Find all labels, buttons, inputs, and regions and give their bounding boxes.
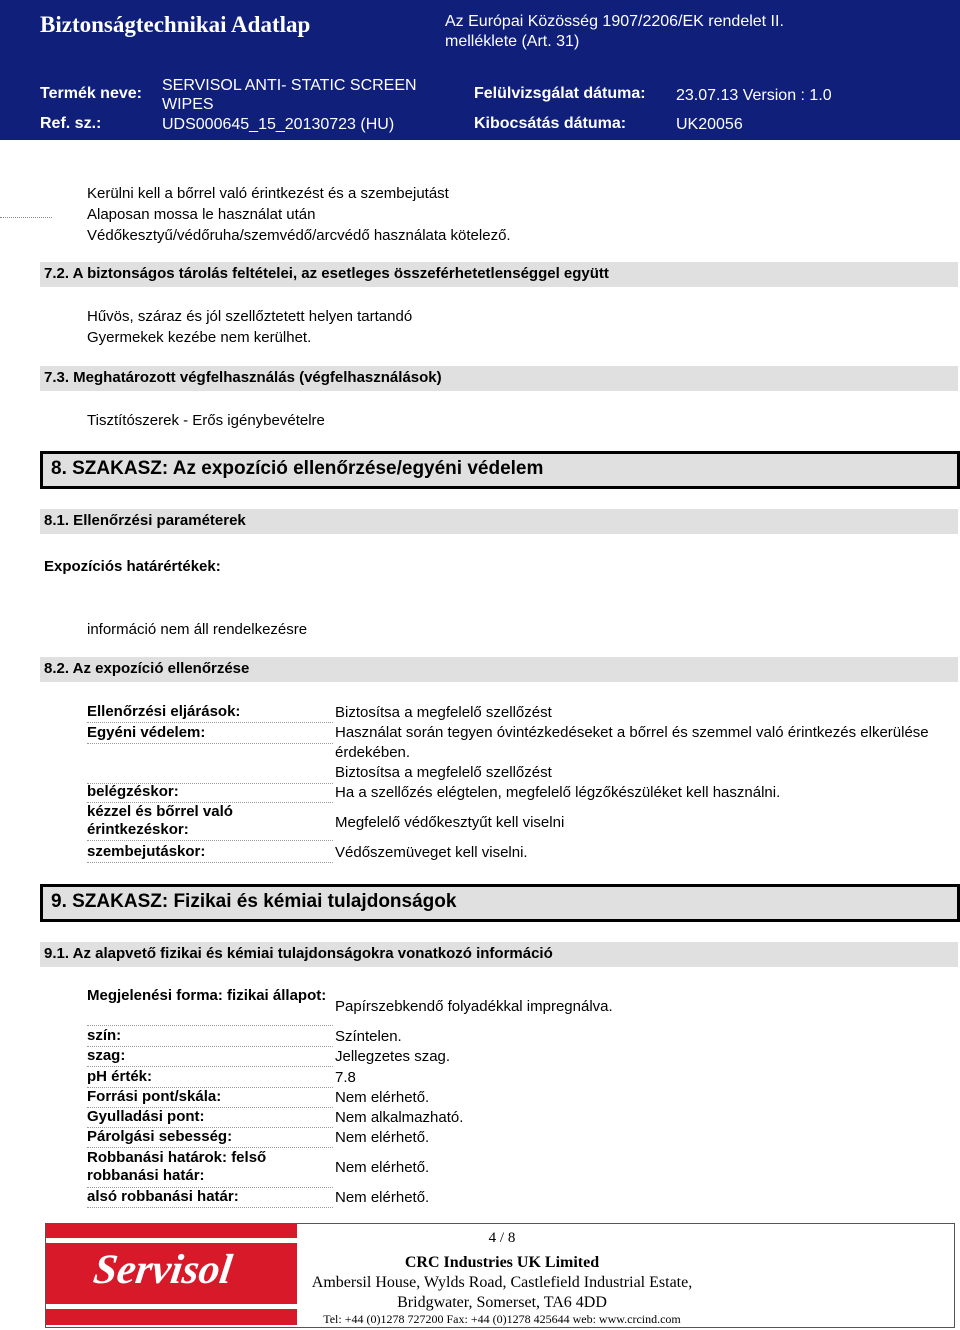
product-name-line-2: WIPES: [162, 96, 214, 113]
revision-date-value: 23.07.13 Version : 1.0: [676, 87, 832, 104]
subsection-7-2-heading: [40, 262, 958, 287]
flash-point-label: Gyulladási pont:: [87, 1108, 333, 1128]
upper-explosive-limit-value: Nem elérhető.: [335, 1159, 430, 1176]
colour-value: Színtelen.: [335, 1028, 402, 1045]
boiling-point-label: Forrási pont/skála:: [87, 1088, 333, 1108]
section-9-title: 9. SZAKASZ: Fizikai és kémiai tulajdonságok: [51, 891, 457, 912]
appearance-label: Megjelenési forma: fizikai állapot:: [87, 987, 333, 1026]
issue-date-value: UK20056: [676, 116, 743, 133]
personal-protection-value: Használat során tegyen óvintézkedéseket a bőrrel és szemmel való érintkezés elkerülése érdekében.: [335, 724, 929, 761]
boiling-point-value: Nem elérhető.: [335, 1089, 430, 1106]
handling-line-2: Alaposan mossa le használat után: [87, 206, 316, 223]
ventilation-value: Biztosítsa a megfelelő szellőzést: [335, 764, 552, 781]
logo-wordmark: Servisol: [90, 1247, 235, 1293]
skin-contact-value: Megfelelő védőkesztyűt kell viselni: [335, 814, 565, 831]
ventilation-label: [87, 765, 333, 784]
product-name-label: Termék neve:: [40, 85, 142, 102]
odour-label: szag:: [87, 1047, 333, 1067]
servisol-logo: [46, 1224, 297, 1325]
product-name: [162, 76, 417, 114]
subsection-8-2-heading: [40, 657, 958, 682]
company-name: CRC Industries UK Limited: [404, 1254, 600, 1271]
company-address-line-2: Bridgwater, Somerset, TA6 4DD: [397, 1294, 607, 1311]
eye-contact-value: Védőszemüveget kell viselni.: [335, 844, 528, 861]
evaporation-rate-value: Nem elérhető.: [335, 1129, 430, 1146]
eye-contact-label: szembejutáskor:: [87, 843, 333, 863]
ref-value: UDS000645_15_20130723 (HU): [162, 116, 395, 133]
evaporation-rate-label: Párolgási sebesség:: [87, 1128, 333, 1148]
product-name-line-1: SERVISOL ANTI- STATIC SCREEN: [162, 77, 417, 94]
exposure-limits-heading: Expozíciós határértékek:: [44, 558, 221, 575]
regulation-line-2: melléklete (Art. 31): [445, 33, 580, 50]
logo-stripe-top: [46, 1238, 297, 1243]
handling-line-1: Kerülni kell a bőrrel való érintkezést és a szembejutást: [87, 185, 449, 202]
exposure-limits-text: információ nem áll rendelkezésre: [87, 621, 308, 638]
section-8-header: [40, 451, 960, 489]
subsection-7-3-heading: [40, 366, 958, 391]
appearance-value: Papírszebkendő folyadékkal impregnálva.: [335, 998, 613, 1015]
colour-label: szín:: [87, 1027, 333, 1047]
subsection-7-2-title: 7.2. A biztonságos tárolás feltételei, az esetleges összeférhetetlenséggel együtt: [44, 265, 609, 282]
regulation-line-1: Az Európai Közösség 1907/2206/EK rendelet II.: [445, 13, 784, 30]
end-use-line-1: Tisztítószerek - Erős igénybevételre: [87, 412, 325, 429]
company-address-line-1: Ambersil House, Wylds Road, Castlefield Industrial Estate,: [311, 1274, 693, 1291]
lower-explosive-limit-label: alsó robbanási határ:: [87, 1188, 333, 1208]
subsection-8-1-heading: [40, 509, 958, 534]
inhalation-label: belégzéskor:: [87, 783, 333, 803]
ph-value: 7.8: [335, 1069, 356, 1086]
issue-date-label: Kibocsátás dátuma:: [474, 115, 627, 132]
handling-line-3: Védőkesztyű/védőruha/szemvédő/arcvédő használata kötelező.: [87, 227, 511, 244]
storage-line-2: Gyermekek kezébe nem kerülhet.: [87, 329, 312, 346]
subsection-9-1-heading: [40, 942, 958, 967]
section-8-title: 8. SZAKASZ: Az expozíció ellenőrzése/egyéni védelem: [51, 458, 544, 479]
upper-explosive-limit-label: Robbanási határok: felső robbanási határ:: [87, 1149, 333, 1188]
subsection-8-1-title: 8.1. Ellenőrzési paraméterek: [44, 512, 246, 529]
subsection-9-1-title: 9.1. Az alapvető fizikai és kémiai tulajdonságokra vonatkozó információ: [44, 945, 553, 962]
section-9-header: [40, 884, 960, 922]
odour-value: Jellegzetes szag.: [335, 1048, 451, 1065]
document-title: Biztonságtechnikai Adatlap: [40, 12, 311, 37]
document-header: [0, 0, 960, 140]
logo-stripe-bottom: [46, 1304, 297, 1309]
control-value: Biztosítsa a megfelelő szellőzést: [335, 704, 552, 721]
regulation-reference: [445, 12, 865, 52]
ref-label: Ref. sz.:: [40, 115, 102, 132]
personal-protection-label: Egyéni védelem:: [87, 724, 333, 744]
margin-divider: [0, 217, 52, 218]
page-number: 4 / 8: [488, 1230, 516, 1246]
company-contact: Tel: +44 (0)1278 727200 Fax: +44 (0)1278 425644 web: www.crcind.com: [323, 1312, 681, 1326]
lower-explosive-limit-value: Nem elérhető.: [335, 1189, 430, 1206]
subsection-7-3-title: 7.3. Meghatározott végfelhasználás (végfelhasználások): [44, 369, 442, 386]
storage-line-1: Hűvös, száraz és jól szellőztetett helyen tartandó: [87, 308, 413, 325]
skin-contact-label: kézzel és bőrrel való érintkezéskor:: [87, 803, 333, 841]
control-label: Ellenőrzési eljárások:: [87, 703, 333, 723]
subsection-8-2-title: 8.2. Az expozíció ellenőrzése: [44, 660, 250, 677]
revision-date-label: Felülvizsgálat dátuma:: [474, 85, 646, 102]
inhalation-value: Ha a szellőzés elégtelen, megfelelő légzőkészüléket kell használni.: [335, 784, 781, 801]
ph-label: pH érték:: [87, 1068, 333, 1088]
flash-point-value: Nem alkalmazható.: [335, 1109, 464, 1126]
